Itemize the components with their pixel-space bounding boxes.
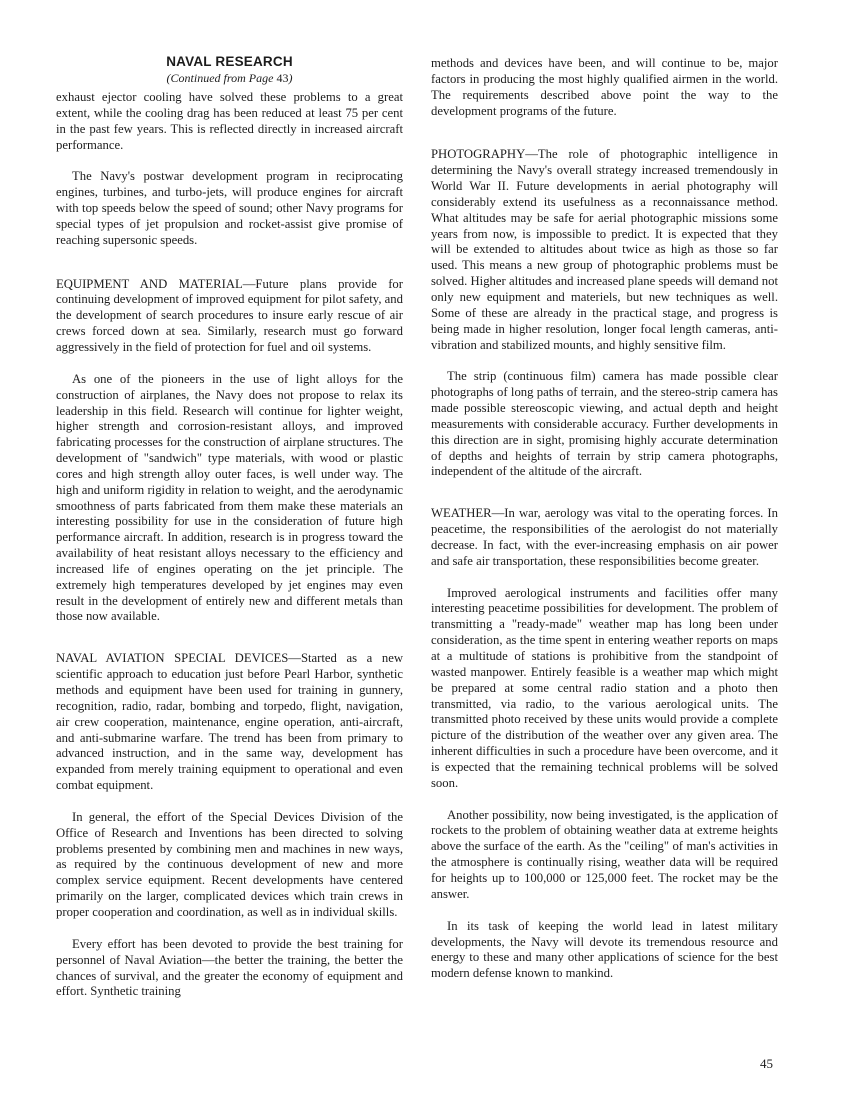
right-column: [431, 0, 778, 982]
article-title: NAVAL RESEARCH: [166, 54, 293, 69]
body-paragraph: As one of the pioneers in the use of light alloys for the construction of airplanes, the Navy does not propose to relax its leadership in this field. Research will continue for lighter weight, higher strength and corrosion-resistant alloys, and improved fabricating processes for the construction of airplane structures. The development of "sandwich" type materials, with wood or plastic cores and high strength alloy outer faces, is well under way. The high and uniform rigidity in relation to weight, and the aerodynamic smoothness of parts fabricated from them make these materials an interesting possibility for use in the consideration of future high performance aircraft. In addition, research is in progress toward the availability of heat resistant alloys necessary to the efficiency and increased life of engines operating on the jet principle. The extremely high temperatures developed by jet engines may even result in the development of entirely new and different metals than those now available.: [56, 371, 403, 624]
body-paragraph: The strip (continuous film) camera has made possible clear photographs of long paths of terrain, and the stereo-strip camera has made possible stereoscopic viewing, and actual depth and height measurements with considerable accuracy. Further developments in this direction are in sight, promising highly accurate determination of depths and heights of terrain by strip camera photographs, independent of the altitude of the aircraft.: [431, 369, 778, 479]
section-paragraph-photography: PHOTOGRAPHY—The role of photographic intelligence in determining the Navy's overall strategy increased tremendously in World War II. Future developments in aerial photography will considerably extend its usefulness as a reconnaissance method. What altitudes may be safe for aerial photographic missions some years from now, is impossible to predict. It is expected that they will be extended to altitudes about twice as high as those so far used. This means a new group of photographic problems must be solved. Higher altitudes and increased plane speeds will demand not only new equipment and materiels, but new techniques as well. Some of these are already in the practical stage, and progress is being made in higher resolution, longer focal length cameras, anti-vibration and stabilized mounts, and highly sensitive film.: [431, 147, 778, 352]
continued-page-number: 43: [276, 71, 289, 85]
body-paragraph: exhaust ejector cooling have solved these problems to a great extent, while the cooling drag has been reduced at least 75 per cent in the past few years. This is reflected directly in increased aircraft performance.: [56, 90, 403, 152]
left-column: [56, 0, 403, 1000]
section-paragraph-equipment: EQUIPMENT AND MATERIAL—Future plans provide for continuing development of improved equipment for pilot safety, and the development of search procedures to insure early rescue of air crews forced down at sea. Similarly, research must go forward aggressively in the field of protection for fuel and oil systems.: [56, 276, 403, 354]
continued-text: Continued from Page: [170, 71, 274, 85]
body-paragraph: The Navy's postwar development program in reciprocating engines, turbines, and turbo-jets, will produce engines for aircraft with top speeds below the speed of sound; other Navy programs for special types of jet propulsion and rocket-assist give promise of reaching supersonic speeds.: [56, 169, 403, 247]
page-number: 45: [760, 1056, 773, 1071]
continued-note: (Continued from Page 43): [166, 71, 293, 85]
body-paragraph: In its task of keeping the world lead in latest military developments, the Navy will devote its tremendous resource and energy to these and many other applications of science for the best modern defense known to mankind.: [431, 918, 778, 981]
body-paragraph: In general, the effort of the Special Devices Division of the Office of Research and Inventions has been directed to solving problems presented by combining men and machines in new ways, as required by the continuous development of new and more complex service equipment. Recent developments have centered primarily on the larger, complicated devices which train crews in proper cooperation and coordination, as well as in individual skills.: [56, 809, 403, 919]
section-paragraph-weather: WEATHER—In war, aerology was vital to the operating forces. In peacetime, the responsibilities of the aerologist do not materially decrease. In fact, with the ever-increasing emphasis on air power and safe air transportation, these responsibilities become greater.: [431, 506, 778, 568]
section-paragraph-special-devices: NAVAL AVIATION SPECIAL DEVICES—Started as a new scientific approach to education just before Pearl Harbor, synthetic methods and equipment have been used for training in gunnery, recognition, radio, radar, bombing and torpedo, flight, navigation, air crew cooperation, maintenance, engine operation, anti-aircraft, and anti-submarine warfare. The trend has been from primary to advanced instruction, and in the same way, development has expanded from merely training equipment to operational and even combat equipment.: [56, 651, 403, 793]
body-paragraph: methods and devices have been, and will continue to be, major factors in producing the most highly qualified airmen in the world. The requirements described above point the way to the development programs of the future.: [431, 56, 778, 118]
body-paragraph: Improved aerological instruments and facilities offer many interesting peacetime possibilities for development. The problem of transmitting a "ready-made" weather map has long been under consideration, as the time spent in entering weather reports on maps at a multitude of stations is prohibitive from the standpoint of wasted manpower. Entirely feasible is a weather map which might be prepared at some central radio station and a photo then transmitted, via radio, to the various aerological units. The transmitted photo received by these units would provide a complete picture of the distribution of the weather over any given area. The inherent difficulties in such a procedure have been overcome, and it is expected that the remaining technical problems will be solved soon.: [431, 585, 778, 790]
article-header: [56, 53, 403, 86]
body-paragraph: Every effort has been devoted to provide the best training for personnel of Naval Aviation—the better the training, the better the chances of survival, and the greater the economy of equipment and effort. Synthetic training: [56, 936, 403, 999]
body-paragraph: Another possibility, now being investigated, is the application of rockets to the problem of obtaining weather data at extreme heights above the surface of the earth. As the "ceiling" of man's activities in the atmosphere is continually rising, weather data will be required for heights up to 100,000 or 125,000 feet. The rocket may be the answer.: [431, 807, 778, 901]
